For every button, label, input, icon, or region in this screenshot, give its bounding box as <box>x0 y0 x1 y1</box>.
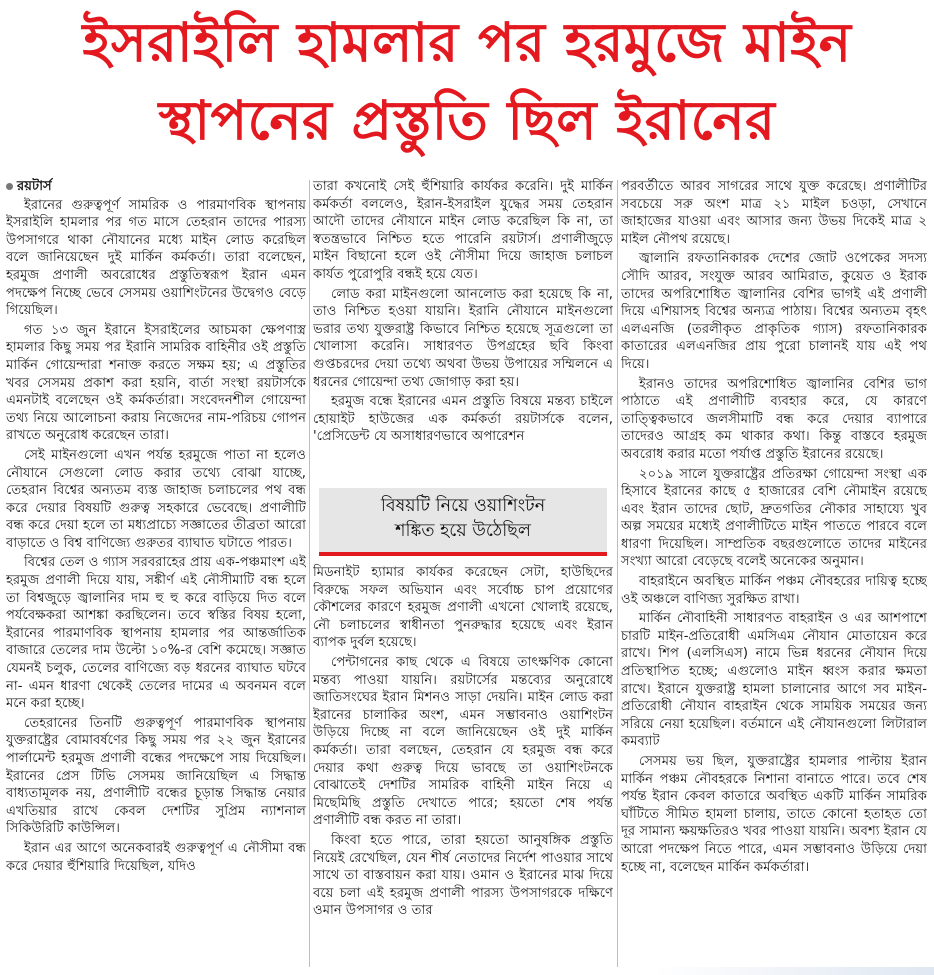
bottom-edge <box>0 967 934 975</box>
bullet-icon <box>6 183 13 190</box>
paragraph: হরমুজ বন্ধে ইরানের এমন প্রস্তুতি বিষয়ে মন্তব্য চাইলে হোয়াইট হাউজের এক কর্মকর্তা রয়টার্সকে বলেন, 'প্রেসিডেন্ট যে অসাধারণভাবে অপারেশন <box>313 394 613 445</box>
column-divider <box>309 180 310 970</box>
headline-line-2: স্থাপনের প্রস্তুতি ছিল ইরানের <box>158 89 776 152</box>
byline-source: রয়টার্স <box>17 179 52 194</box>
article-column-1 <box>6 178 306 975</box>
headline <box>0 4 934 160</box>
paragraph: ইরানের গুরুত্বপূর্ণ সামরিক ও পারমাণবিক স্থাপনায় ইসরাইলি হামলার পর গত মাসে তেহরান তাদের পারস্য উপসাগরে থাকা নৌযানের মধ্যে মাইন লোড করেছিল বলে জানিয়েছেন দুই মার্কিন কর্মকর্তা। তারা বলেছেন, হরমুজ প্রণালী অবরোধের প্রস্তুতিস্বরূপ ইরান এমন পদক্ষেপ নিচ্ছে ভেবে সেসময় ওয়াশিংটনের উদ্বেগও বেড়ে গিয়েছিল। <box>6 197 306 319</box>
paragraph: তারা কখনোই সেই হুঁশিয়ারি কার্যকর করেনি। দুই মার্কিন কর্মকর্তা বললেও, ইরান-ইসরাইল যুদ্ধের সময় তেহরান আদৌ তাদের নৌযানে মাইন লোড করেছিল কি না, তা স্বতন্ত্রভাবে নিশ্চিত হতে পারেনি রয়টার্স। প্রণালীজুড়ে মাইন বিছানো হলে ওই নৌসীমা দিয়ে জাহাজ চলাচল কার্যত পুরোপুরি বন্ধই হয়ে যেত। <box>313 179 613 282</box>
column-2-top <box>313 178 613 478</box>
pull-quote-line-2: শঙ্কিত হয়ে উঠেছিল <box>395 521 531 541</box>
paragraph: সেই মাইনগুলো এখন পর্যন্ত হরমুজে পাতা না হলেও নৌযানে সেগুলো লোড করার তথ্যে বোঝা যাচ্ছে, তেহরান বিশ্বের অন্যতম ব্যস্ত জাহাজ চলাচলের পথ বন্ধ করে দেয়ার বিষয়টি গুরুত্ব সহকারে ভেবেছে। প্রণালীটি বন্ধ করে দেয়া হলে তা মধ্যপ্রাচ্যে সজ্ঞাতের তীব্রতা আরো বাড়াতে ও বিশ্ব বাণিজ্যে গুরুতর ব্যাঘাত ঘটাতে পারত। <box>6 447 306 551</box>
article-column-3 <box>621 178 927 975</box>
paragraph: ইরানও তাদের অপরিশোধিত জ্বালানির বেশির ভাগ পাঠাতে এই প্রণালীটি ব্যবহার করে, যে কারণে তাত্ত্বিকভাবে জলসীমাটি বন্ধ করে দেয়ার ব্যাপারে তাদেরও আগ্রহ কম থাকার কথা। কিন্তু বাস্তবে হরমুজ অবরোধ করার মতো পর্যাপ্ত প্রস্তুতি ইরানের রয়েছে। <box>621 376 927 462</box>
paragraph: জ্বালানি রফতানিকারক দেশের জোট ওপেকের সদস্য সৌদি আরব, সংযুক্ত আরব আমিরাত, কুয়েত ও ইরাক তাদের অপরিশোধিত জ্বালানির বেশির ভাগই এই প্রণালী দিয়ে এশিয়াসহ বিশ্বের অন্যত্র পাঠায়। বিশ্বের অন্যতম বৃহৎ এলএনজি (তরলীকৃত প্রাকৃতিক গ্যাস) রফতানিকারক কাতারের এলএনজির প্রায় পুরো চালানই যায় এই পথ দিয়ে। <box>621 251 927 372</box>
paragraph: তেহরানের তিনটি গুরুত্বপূর্ণ পারমাণবিক স্থাপনায় যুক্তরাষ্ট্রের বোমাবর্ষণের কিছু সময় পর ২২ জুন ইরানের পার্লামেন্ট হরমুজ প্রণালী বন্ধের পদক্ষেপে সায় দিয়েছিল। ইরানের প্রেস টিভি সেসময় জানিয়েছিল এ সিদ্ধান্ত বাধ্যতামূলক নয়, প্রণালীটি বন্ধের চূড়ান্ত সিদ্ধান্ত নেয়ার এখতিয়ার রাখে কেবল দেশটির সুপ্রিম ন্যাশনাল সিকিউরিটি কাউন্সিল। <box>6 715 306 837</box>
paragraph: সেসময় ভয় ছিল, যুক্তরাষ্ট্রের হামলার পাল্টায় ইরান মার্কিন পঞ্চম নৌবহরকে নিশানা বানাতে পারে। তবে শেষ পর্যন্ত ইরান কেবল কাতারে অবস্থিত একটি মার্কিন সামরিক ঘাঁটিতে সীমিত হামলা চালায়, তাতে কোনো হতাহত তো দূর সামান্য ক্ষয়ক্ষতিরও খবর পাওয়া যায়নি। অবশ্য ইরান যে আরো পদক্ষেপ নিতে পারে, এমন সম্ভাবনাও উড়িয়ে দেয়া হচ্ছে না, বলেছেন মার্কিন কর্মকর্তারা। <box>621 754 927 875</box>
byline <box>6 178 306 196</box>
headline-line-1: ইসরাইলি হামলার পর হরমুজে মাইন <box>82 11 852 74</box>
column-divider <box>617 180 618 970</box>
paragraph: পরবর্তীতে আরব সাগরের সাথে যুক্ত করেছে। প্রণালীটির সবচেয়ে সরু অংশ মাত্র ২১ মাইল চওড়া, সেখানে জাহাজের যাওয়া এবং আসার জন্য উভয় দিকেই মাত্র ২ মাইল নৌপথ রয়েছে। <box>621 179 927 247</box>
pull-quote-line-1: বিষয়টি নিয়ে ওয়াশিংটন <box>380 496 546 516</box>
paragraph: গত ১৩ জুন ইরানে ইসরাইলের আচমকা ক্ষেপণাস্ত্র হামলার কিছু সময় পর ইরানি সামরিক বাহিনীর ওই প্রস্তুতি মার্কিন গোয়েন্দারা শনাক্ত করতে সক্ষম হয়; এ প্রস্তুতির খবর সেসময় প্রকাশ করা হয়নি, বার্তা সংস্থা রয়টার্সকে এমনটাই বলেছেন ওই কর্মকর্তারা। সংবেদনশীল গোয়েন্দা তথ্য নিয়ে আলোচনা করায় নিজেদের নাম-পরিচয় গোপন রাখতে অনুরোধ করেছেন তারা। <box>6 322 306 444</box>
paragraph: কিংবা হতে পারে, তারা হয়তো আনুষঙ্গিক প্রস্তুতি নিয়েই রেখেছিল, যেন শীর্ষ নেতাদের নির্দেশ পাওয়ার সাথে সাথে তা বাস্তবায়ন করা যায়। ওমান ও ইরানের মাঝ দিয়ে বয়ে চলা এই হরমুজ প্রণালী পারস্য উপসাগরকে দক্ষিণে ওমান উপসাগর ও তার <box>313 832 613 919</box>
paragraph: মার্কিন নৌবাহিনী সাধারণত বাহরাইন ও এর আশপাশে চারটি মাইন-প্রতিরোধী এমসিএম নৌযান মোতায়েন করে রাখে। শিপ (এলসিএস) নামে ভিন্ন ধরনের নৌযান দিয়ে প্রতিস্থাপিত হচ্ছে; এগুলোও মাইন ধ্বংস করার ক্ষমতা রাখে। ইরানে যুক্তরাষ্ট্র হামলা চালানোর আগে সব মাইন-প্রতিরোধী নৌযান বাহরাইন থেকে সাময়িক সময়ের জন্য সরিয়ে নেয়া হয়েছিল। বর্তমানে এই নৌযানগুলো লিটারাল কমব্যাট <box>621 611 927 750</box>
paragraph: পেন্টাগনের কাছ থেকে এ বিষয়ে তাৎক্ষণিক কোনো মন্তব্য পাওয়া যায়নি। রয়টার্সের মন্তব্যের অনুরোধে জাতিসংঘের ইরান মিশনও সাড়া দেয়নি। মাইন লোড করা ইরানের চালাকির অংশ, এমন সম্ভাবনাও ওয়াশিংটন উড়িয়ে দিচ্ছে না বলে জানিয়েছেন ওই দুই মার্কিন কর্মকর্তা। তারা বলছেন, তেহরান যে হরমুজ বন্ধ করে দেয়ার কথা গুরুত্ব দিয়ে ভাবছে তা ওয়াশিংটনকে বোঝাতেই দেশটির সামরিক বাহিনী মাইন নিয়ে এ মিছেমিছি প্রস্তুতি দেখাতে পারে; হয়তো শেষ পর্যন্ত প্রণালীটি বন্ধ করত না তারা। <box>313 654 613 829</box>
paragraph: মিডনাইট হ্যামার কার্যকর করেছেন সেটা, হাউছিদের বিরুদ্ধে সফল অভিযান এবং সর্বোচ্চ চাপ প্রয়োগের কৌশলের কারণে হরমুজ প্রণালী এখনো খোলাই রয়েছে, নৌ চলাচলের স্বাধীনতা পুনরুদ্ধার হয়েছে এবং ইরান ব্যাপক দুর্বল হয়েছে। <box>313 565 613 651</box>
paragraph: ২০১৯ সালে যুক্তরাষ্ট্রের প্রতিরক্ষা গোয়েন্দা সংস্থা এক হিসাবে ইরানের কাছে ৫ হাজারের বেশি নৌমাইন রয়েছে এবং ইরান তাদের ছোট, দ্রুতগতির নৌকার সাহায্যে খুব অল্প সময়ের মধ্যেই প্রণালীটিতে মাইন পাততে পারবে বলে ধারণা দিয়েছিল। সাম্প্রতিক বছরগুলোতে তাদের মাইনের সংখ্যা আরো বেড়েছে বলেই অনেকের অনুমান। <box>621 466 927 570</box>
paragraph: ইরান এর আগে অনেকবারই গুরুত্বপূর্ণ এ নৌসীমা বন্ধ করে দেয়ার হুঁশিয়ারি দিয়েছিল, যদিও <box>6 840 306 874</box>
paragraph: বিশ্বের তেল ও গ্যাস সরবরাহের প্রায় এক-পঞ্চমাংশ এই হরমুজ প্রণালী দিয়ে যায়, সঙ্কীর্ণ এই নৌসীমাটি বন্ধ হলে তা বিশ্বজুড়ে জ্বালানির দাম হু হু করে বাড়িয়ে দিত বলে পর্যবেক্ষকরা আশঙ্কা করছিলেন। তবে স্বস্তির বিষয় হলো, ইরানের পারমাণবিক স্থাপনায় হামলার পর আন্তর্জাতিক বাজারে তেলের দাম উল্টো ১০%-র বেশি কমেছে। সজ্ঞাত যেমনই চলুক, তেলের বাণিজ্যে বড় ধরনের ব্যাঘাত ঘটবে না- এমন ধারণা থেকেই তেলের দামের এ অবনমন বলে মনে করা হচ্ছে। <box>6 555 306 712</box>
pull-quote <box>319 488 607 556</box>
column-2-bottom <box>313 564 613 974</box>
paragraph: বাহরাইনে অবস্থিত মার্কিন পঞ্চম নৌবহরের দায়িত্ব হচ্ছে ওই অঞ্চলে বাণিজ্য সুরক্ষিত রাখা। <box>621 574 927 607</box>
article-column-2 <box>313 178 613 975</box>
paragraph: লোড করা মাইনগুলো আনলোড করা হয়েছে কি না, তাও নিশ্চিত হওয়া যায়নি। ইরানি নৌযানে মাইনগুলো ভরার তথ্য যুক্তরাষ্ট্র কিভাবে নিশ্চিত হয়েছে সূত্রগুলো তা খোলাসা করেনি। সাধারণত উপগ্রহের ছবি কিংবা গুপ্তচরদের দেয়া তথ্যে অথবা উভয় উপায়ের সম্মিলনে এ ধরনের গোয়েন্দা তথ্য জোগাড় করা হয়। <box>313 286 613 390</box>
